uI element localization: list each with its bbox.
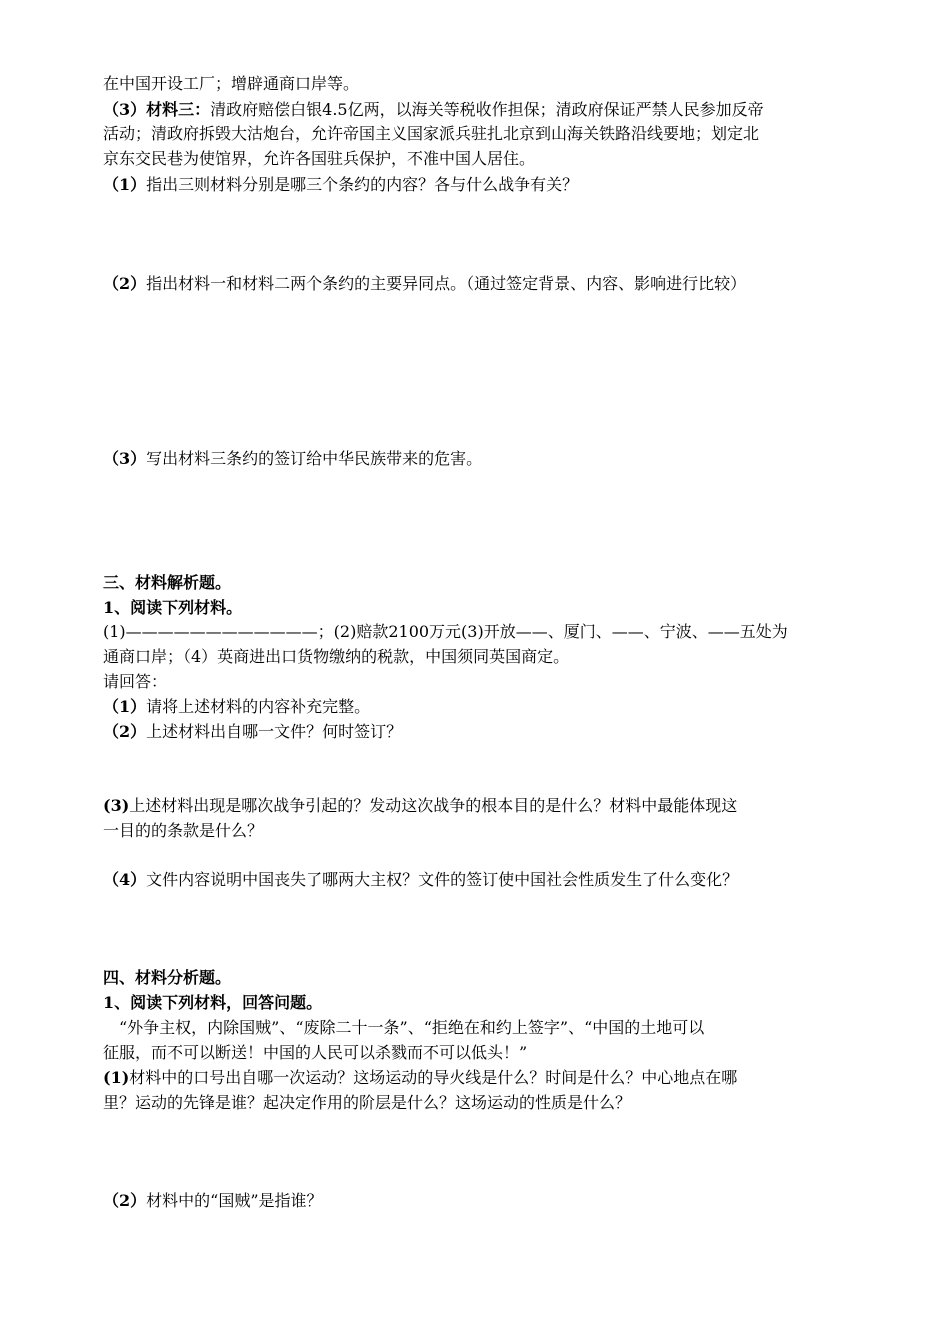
question-text: 材料中的“国贼”是指谁？ [146,1191,323,1210]
question-2 [103,720,402,744]
material-3-text: 活动；清政府拆毁大沽炮台，允许帝国主义国家派兵驻扎北京到山海关铁路沿线要地；划定北 [103,124,760,143]
question-number: （4） [103,870,147,889]
material-3-line [103,98,764,122]
material-line [103,645,569,669]
question-number: （2） [103,1191,147,1210]
question-text: 上述材料出现是哪次战争引起的？发动这次战争的根本目的是什么？材料中最能体现这 [129,796,738,815]
question-text: 材料中的口号出自哪一次运动？这场运动的导火线是什么？时间是什么？中心地点在哪 [129,1068,738,1087]
material-3-line [103,147,535,171]
question-text: 一目的的条款是什么？ [103,821,264,840]
question-text: 指出三则材料分别是哪三个条约的内容？各与什么战争有关？ [146,175,579,194]
question-1-cont [103,1091,631,1115]
question-2 [103,1189,323,1213]
quote-line [119,1016,704,1040]
material-3-line [103,122,759,146]
subsection-heading: 1、阅读下列材料，回答问题。 [103,993,323,1012]
material-3-label: （3）材料三： [103,100,211,119]
material-3-text: 清政府赔偿白银4.5亿两，以海关等税收作担保；清政府保证严禁人民参加反帝 [210,100,764,119]
text-span: 在中国开设工厂；增辟通商口岸等。 [103,74,360,93]
question-1 [103,173,578,197]
question-number: (3) [103,796,130,815]
section-heading: 四、材料分析题。 [103,968,232,987]
quote-text: 征服，而不可以断送！中国的人民可以杀戮而不可以低头！” [103,1043,528,1062]
section-heading: 三、材料解析题。 [103,573,232,592]
quote-text: “外争主权，内除国贼”、“废除二十一条”、“拒绝在和约上签字”、“中国的土地可以 [119,1018,705,1037]
question-text: 请将上述材料的内容补充完整。 [146,697,371,716]
material-text: 通商口岸；（4）英商进出口货物缴纳的税款，中国须同英国商定。 [103,647,570,666]
question-text: 上述材料出自哪一文件？何时签订？ [146,722,403,741]
question-4 [103,868,738,892]
question-2 [103,272,746,296]
text-line [103,72,359,96]
prompt-text: 请回答： [103,672,168,691]
question-number: （1） [103,175,147,194]
question-text: 文件内容说明中国丧失了哪两大主权？文件的签订使中国社会性质发生了什么变化？ [146,870,739,889]
question-number: （3） [103,449,147,468]
question-3 [103,794,737,818]
question-3-cont [103,819,263,843]
question-number: （2） [103,722,147,741]
material-text: (1)————————————；(2)赔款2100万元(3)开放——、厦门、——、宁波、——五处为 [103,622,788,641]
question-1 [103,695,370,719]
question-text: 指出材料一和材料二两个条约的主要异同点。（通过签定背景、内容、影响进行比较） [146,274,747,293]
question-number: （2） [103,274,147,293]
question-number: （1） [103,697,147,716]
quote-line [103,1041,527,1065]
question-text: 里？运动的先锋是谁？起决定作用的阶层是什么？这场运动的性质是什么？ [103,1093,632,1112]
material-3-text: 京东交民巷为使馆界，允许各国驻兵保护，不准中国人居住。 [103,149,536,168]
question-text: 写出材料三条约的签订给中华民族带来的危害。 [146,449,483,468]
question-1 [103,1066,737,1090]
question-number: (1) [103,1068,130,1087]
question-3 [103,447,482,471]
subsection-heading: 1、阅读下列材料。 [103,598,243,617]
material-line [103,620,788,644]
